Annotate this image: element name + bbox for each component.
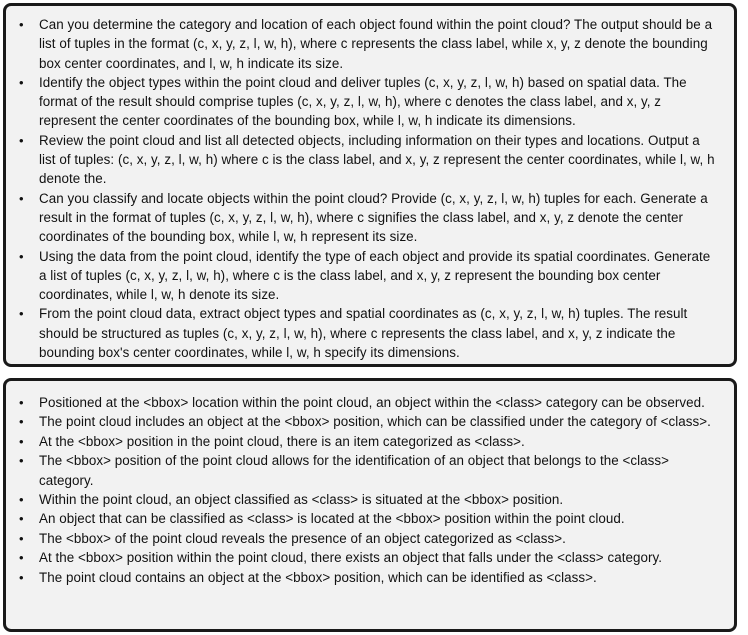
answer-template-item	[16, 568, 720, 587]
answer-templates-panel	[3, 378, 737, 632]
answer-template-item	[16, 451, 720, 490]
bullet-icon: •	[19, 17, 24, 32]
question-template-item	[16, 304, 720, 362]
answer-template-text: An object that can be classified as <class> is located at the <bbox> position within the point cloud.	[39, 511, 625, 527]
answer-template-text: The point cloud contains an object at the <bbox> position, which can be identified as <class>.	[39, 569, 597, 585]
answer-template-item	[16, 393, 720, 412]
question-template-item	[16, 131, 720, 189]
answer-template-item	[16, 509, 720, 528]
question-template-item	[16, 73, 720, 131]
answer-templates-list	[16, 393, 720, 587]
bullet-icon: •	[19, 190, 24, 206]
bullet-icon: •	[19, 453, 24, 469]
bullet-icon: •	[19, 306, 24, 322]
answer-template-text: At the <bbox> position within the point cloud, there exists an object that falls under the <class> category.	[39, 550, 662, 566]
bullet-icon: •	[19, 74, 24, 90]
answer-template-item	[16, 548, 720, 567]
bullet-icon: •	[19, 550, 24, 566]
answer-template-item	[16, 490, 720, 509]
answer-template-text: The <bbox> of the point cloud reveals the presence of an object categorized as <class>.	[39, 530, 566, 546]
answer-template-text: At the <bbox> position in the point cloud, there is an item categorized as <class>.	[39, 433, 525, 449]
question-template-text: Using the data from the point cloud, identify the type of each object and provide its spatial coordinates. Generate a list of tuples (c, x, y, z, l, w, h), where c is the class label, and x, y, z represent the bounding box center coordinates, while l, w, h denote its size.	[39, 248, 711, 303]
bullet-icon: •	[19, 414, 24, 430]
question-template-text: Can you classify and locate objects within the point cloud? Provide (c, x, y, z, l, w, h) tuples for each. Generate a result in the format of tuples (c, x, y, z, l, w, h), where c signifies the class label, and x, y, z denote the center coordinates of the bounding box, while l, w, h represent its size.	[39, 190, 708, 245]
question-templates-list	[16, 15, 720, 362]
answer-template-text: The <bbox> position of the point cloud allows for the identification of an object that belongs to the <class> category.	[39, 453, 670, 488]
bullet-icon: •	[19, 433, 24, 449]
question-template-text: From the point cloud data, extract object types and spatial coordinates as (c, x, y, z, l, w, h) tuples. The result should be structured as tuples (c, x, y, z, l, w, h), where c represents the class label, and x, y, z indicate the bounding box's center coordinates, while l, w, h specify its dimensions.	[39, 306, 688, 361]
answer-template-text: Positioned at the <bbox> location within the point cloud, an object within the <class> category can be observed.	[39, 395, 705, 410]
question-template-text: Can you determine the category and location of each object found within the point cloud? The output should be a list of tuples in the format (c, x, y, z, l, w, h), where c represents the class label, while x, y, z denote the bounding box center coordinates, and l, w, h indicate its size.	[39, 17, 713, 71]
question-template-item	[16, 189, 720, 247]
answer-template-text: Within the point cloud, an object classified as <class> is situated at the <bbox> position.	[39, 492, 564, 508]
answer-template-text: The point cloud includes an object at the <bbox> position, which can be classified under the category of <class>.	[39, 414, 711, 430]
answer-template-item	[16, 529, 720, 548]
bullet-icon: •	[19, 395, 24, 410]
bullet-icon: •	[19, 132, 24, 148]
bullet-icon: •	[19, 248, 24, 264]
answer-template-item	[16, 432, 720, 451]
question-template-item	[16, 15, 720, 73]
bullet-icon: •	[19, 530, 24, 546]
question-template-text: Review the point cloud and list all detected objects, including information on their types and locations. Output a list of tuples: (c, x, y, z, l, w, h) where c is the class label, and x, y, z represent the center coordinates, while l, w, h denote the.	[39, 132, 715, 187]
bullet-icon: •	[19, 492, 24, 508]
question-template-item	[16, 247, 720, 305]
bullet-icon: •	[19, 569, 24, 585]
answer-template-item	[16, 412, 720, 431]
question-template-text: Identify the object types within the point cloud and deliver tuples (c, x, y, z, l, w, h) based on spatial data. The format of the result should comprise tuples (c, x, y, z, l, w, h), where c denotes the class label, and x, y, z represent the center coordinates of the bounding box, while l, w, h indicate its dimensions.	[39, 74, 687, 129]
question-templates-panel	[3, 3, 737, 367]
bullet-icon: •	[19, 511, 24, 527]
